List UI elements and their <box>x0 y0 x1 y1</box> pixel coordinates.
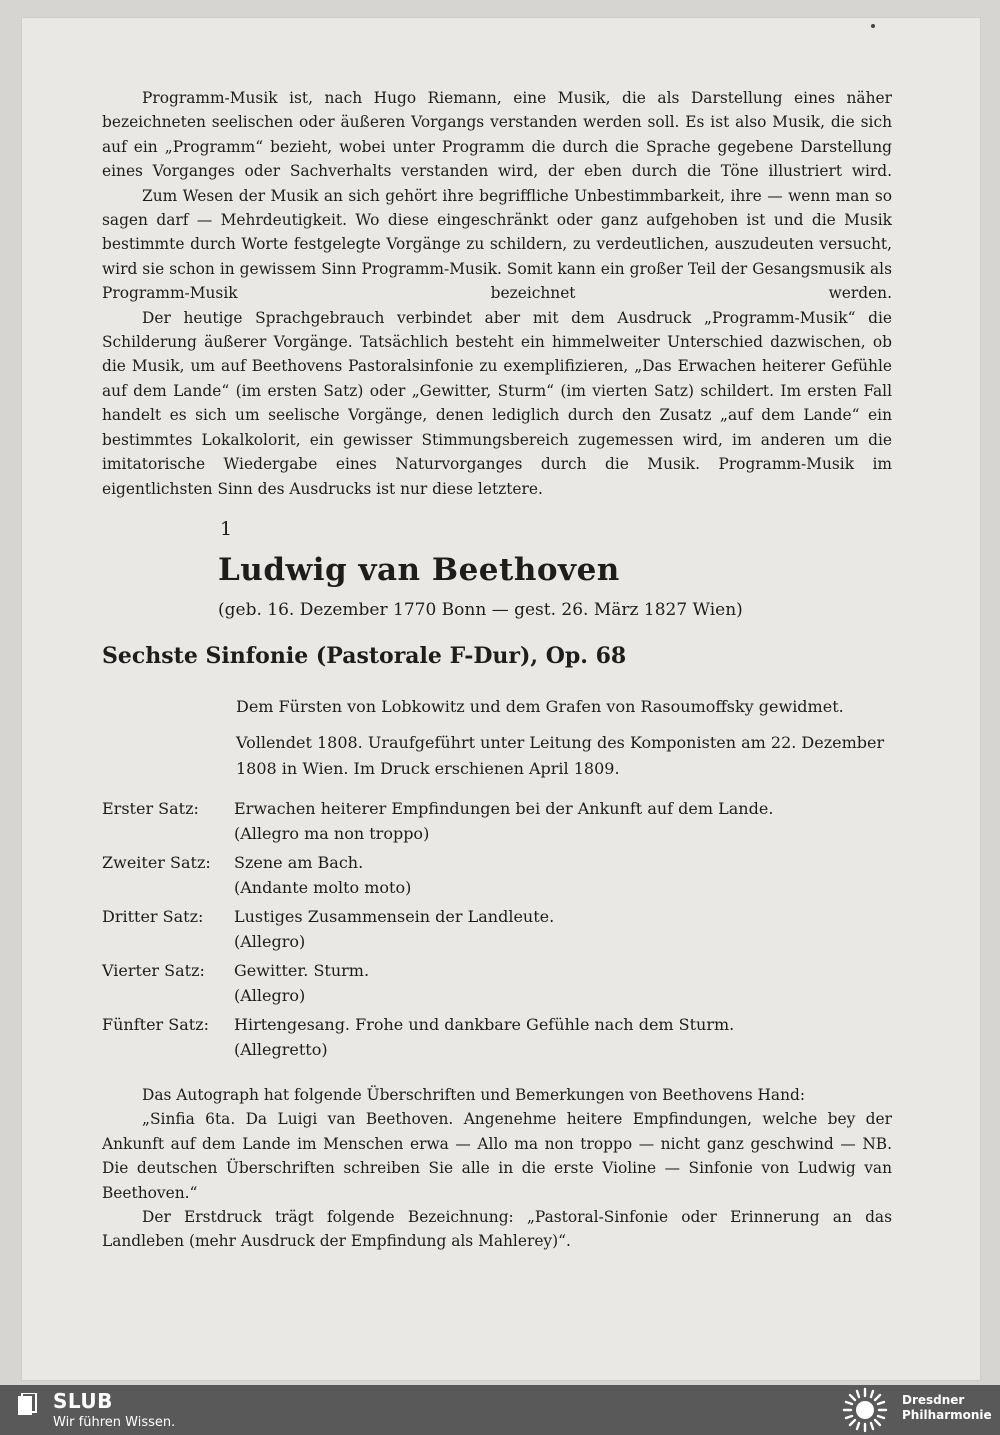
book-icon <box>18 1393 38 1417</box>
speck <box>871 24 875 28</box>
dp-line-2: Philharmonie <box>902 1408 992 1422</box>
intro-paragraph-1: Programm-Musik ist, nach Hugo Riemann, eine Musik, die als Darstellung eines näher bezeichneten seelischen oder äußeren Vorgangs verstanden werden soll. Es ist also Musik, die sich auf ein „Programm“ bezieht, wobei unter Programm die durch die Sprache gegebene Darstellung eines Vorganges oder Sachverhalts verstanden wird, der eben durch die Töne illustriert wird. <box>102 89 892 181</box>
sunburst-logo-icon[interactable] <box>842 1387 888 1433</box>
entry-number: 1 <box>220 518 233 540</box>
movement-title: Erwachen heiterer Empfindungen bei der Ankunft auf dem Lande. <box>234 799 774 818</box>
movement-label: Zweiter Satz: <box>102 853 211 872</box>
movement-title: Gewitter. Sturm. <box>234 961 370 980</box>
movement-label: Erster Satz: <box>102 799 199 818</box>
slub-tagline: Wir führen Wissen. <box>53 1415 176 1430</box>
movement-tempo: (Allegro ma non troppo) <box>234 824 430 843</box>
work-title: Sechste Sinfonie (Pastorale F-Dur), Op. 68 <box>102 643 627 669</box>
work-history: Vollendet 1808. Uraufgeführt unter Leitung des Komponisten am 22. Dezember 1808 in Wien. Im Druck erschienen April 1809. <box>236 733 885 778</box>
footer-bar <box>0 1385 1000 1435</box>
movement-tempo: (Allegretto) <box>234 1040 328 1059</box>
movement-label: Vierter Satz: <box>102 961 205 980</box>
intro-section <box>102 86 892 501</box>
slub-logo-name[interactable]: SLUB <box>53 1389 113 1413</box>
intro-paragraph-2: Zum Wesen der Musik an sich gehört ihre begriffliche Unbestimmbarkeit, ihre — wenn man so sagen darf — Mehrdeutigkeit. Wo diese eingeschränkt oder ganz aufgehoben ist und die Musik bestimmte durch Worte festgelegte Vorgänge zu schildern, zu verdeutlichen, auszudeuten versucht, wird sie schon in gewissem Sinn Programm-Musik. Somit kann ein großer Teil der Gesangsmusik als Programm-Musik bezeichnet werden. <box>102 186 892 303</box>
intro-paragraph-3: Der heutige Sprachgebrauch verbindet aber mit dem Ausdruck „Programm-Musik“ die Schilderung äußerer Vorgänge. Tatsächlich besteht ein himmelweiter Unterschied dazwischen, ob die Musik, um auf Beethovens Pastoralsinfonie zu exemplifizieren, „Das Erwachen heiterer Gefühle auf dem Lande“ (im ersten Satz) oder „Gewitter, Sturm“ (im vierten Satz) schildert. Im ersten Fall handelt es sich um seelische Vorgänge, denen lediglich durch den Zusatz „auf dem Lande“ ein bestimmtes Lokalkolorit, ein gewisser Stimmungsbereich zugemessen wird, im anderen um die imitatorische Wiedergabe eines Naturvorganges durch die Musik. Programm-Musik im eigentlichsten Sinn des Ausdrucks ist nur diese letztere. <box>102 308 892 498</box>
movement-label: Fünfter Satz: <box>102 1015 210 1034</box>
notes-section <box>102 1083 892 1254</box>
notes-paragraph-3: Der Erstdruck trägt folgende Bezeichnung: „Pastoral-Sinfonie oder Erinnerung an das Landleben (mehr Ausdruck der Empfindung als Mahlerey)“. <box>102 1208 892 1251</box>
movement-label: Dritter Satz: <box>102 907 204 926</box>
dresdner-philharmonie-name[interactable] <box>902 1393 992 1423</box>
notes-paragraph-2: „Sinfia 6ta. Da Luigi van Beethoven. Angenehme heitere Empfindungen, welche bey der Ankunft auf dem Lande im Menschen erwa — Allo ma non troppo — nicht ganz geschwind — NB. Die deutschen Überschriften schreiben Sie alle in die erste Violine — Sinfonie von Ludwig van Beethoven.“ <box>102 1110 892 1202</box>
movement-tempo: (Allegro) <box>234 986 306 1005</box>
movement-tempo: (Andante molto moto) <box>234 878 412 897</box>
movement-title: Hirtengesang. Frohe und dankbare Gefühle nach dem Sturm. <box>234 1015 735 1034</box>
dp-line-1: Dresdner <box>902 1393 965 1407</box>
composer-name: Ludwig van Beethoven <box>218 552 620 588</box>
movement-tempo: (Allegro) <box>234 932 306 951</box>
notes-paragraph-1: Das Autograph hat folgende Überschriften und Bemerkungen von Beethovens Hand: <box>142 1086 806 1104</box>
dedication: Dem Fürsten von Lobkowitz und dem Grafen von Rasoumoffsky gewidmet. <box>236 697 844 716</box>
movement-title: Szene am Bach. <box>234 853 364 872</box>
movement-title: Lustiges Zusammensein der Landleute. <box>234 907 555 926</box>
composer-life-dates: (geb. 16. Dezember 1770 Bonn — gest. 26. März 1827 Wien) <box>218 600 743 620</box>
